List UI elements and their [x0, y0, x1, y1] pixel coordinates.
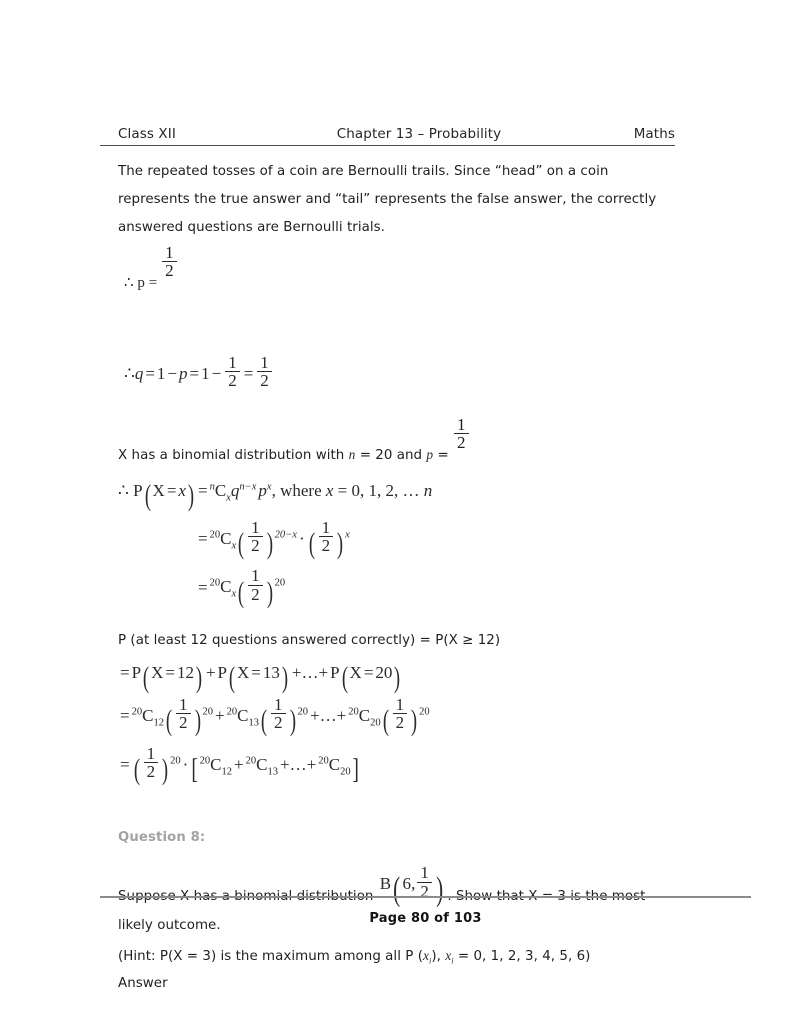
q-eq-therefore: ∴ — [124, 364, 135, 384]
sum2-C-sub-1: 12 — [153, 717, 164, 729]
fraction-denominator: 2 — [257, 371, 272, 389]
q-eq-equals-1: = — [145, 364, 155, 384]
sum1-P-3: P — [330, 663, 340, 683]
pmf-equals-1: = — [166, 480, 177, 500]
q-eq-one-b: 1 — [201, 364, 210, 384]
sum1-value-2: 13 — [262, 663, 280, 683]
step2-pre-superscript: 20 — [209, 577, 221, 589]
q-eq-fraction-2 — [257, 354, 272, 390]
sum3-dot: · — [182, 754, 189, 774]
step2-exponent: 20 — [274, 577, 286, 589]
q-eq-minus-b: − — [211, 364, 222, 384]
sum3-pre-2: 20 — [245, 755, 257, 767]
step1-fraction-1 — [248, 519, 263, 555]
header-subject-label: Maths — [633, 126, 675, 142]
sum1-X-1: X — [151, 663, 164, 683]
p-value-line — [118, 243, 678, 298]
header-divider-rule — [100, 145, 675, 146]
sum2-C-1: C — [142, 706, 154, 726]
hint-x-symbol-1: x — [422, 947, 429, 963]
sum1-eq-1: = — [165, 663, 175, 683]
sum2-pre-3: 20 — [348, 706, 359, 718]
sum2-equals: = — [120, 706, 130, 726]
binomial-p-fraction — [454, 416, 469, 451]
hint-x-symbol-2: x — [445, 947, 452, 963]
sum-expansion-line-3: = ( $\frac{1}{2}$ ) $^{20} \cdot [^{20}C_{12} + ^{20}C_{13}$ +…+ $^{20}C_{20}$] — [120, 743, 359, 786]
binomial-sentence-part2: = 20 and — [355, 447, 427, 463]
sum2-C-3: C — [358, 706, 371, 726]
step1-exponent-1: 20−x — [274, 529, 297, 541]
binom-B: B — [379, 874, 392, 894]
q-eq-equals-3: = — [243, 364, 254, 384]
header-class-label: Class XII — [118, 126, 176, 142]
sum1-value-1: 12 — [176, 663, 194, 683]
step2-C-subscript: x — [231, 588, 237, 600]
sum2-exponent-2: 20 — [297, 706, 309, 718]
pmf-n-symbol: n — [423, 480, 433, 500]
sum3-plus-1: + — [234, 754, 244, 774]
step1-equals: = — [198, 528, 208, 548]
fraction-numerator: 1 — [165, 243, 174, 262]
fraction-numerator: 1 — [274, 695, 283, 715]
sum3-C-1: C — [210, 754, 222, 774]
pmf-step-2: = $^{20}C_x$( $\frac{1}{2}$ ) $^{20}$ — [198, 566, 286, 609]
sum2-fraction-1 — [176, 696, 191, 732]
binomial-p-symbol: p — [426, 446, 434, 462]
q-eq-minus-a: − — [167, 364, 178, 384]
sum-expansion-line-1: = P( X = 12) + P( X = 13) +…+ P( X = 20) — [120, 661, 401, 695]
pmf-C: C — [214, 480, 227, 500]
binom-fraction — [417, 864, 432, 900]
sum2-C-2: C — [237, 706, 249, 726]
q-equation — [118, 354, 678, 390]
q-eq-fraction-1 — [225, 354, 240, 390]
at-least-12-line: P (at least 12 questions answered correctly) = P(X ≥ 12) — [118, 633, 501, 649]
hint-x-subscript-2: i — [451, 956, 454, 966]
q-eq-p: p — [179, 364, 188, 384]
sum1-eq-3: = — [363, 663, 374, 683]
fraction-numerator: 1 — [457, 414, 466, 434]
pmf-definition-line: ∴ P( $X = x) = ^nC_xq^{n-x}$ $p^x$, where x = 0, 1, 2, … n — [118, 478, 433, 512]
fraction-denominator: 2 — [162, 261, 177, 279]
step1-pre-superscript: 20 — [209, 529, 221, 541]
step1-C: C — [220, 528, 232, 548]
header-row — [100, 126, 675, 145]
fraction-numerator: 1 — [420, 863, 429, 883]
sum2-exponent-3: 20 — [419, 706, 430, 718]
q-eq-one-a: 1 — [156, 364, 166, 384]
pmf-P: P — [133, 480, 143, 500]
fraction-numerator: 1 — [395, 695, 405, 715]
sum3-plus-2: +…+ — [280, 754, 317, 774]
pmf-p: p — [258, 480, 267, 500]
sum3-C-3: C — [328, 754, 341, 774]
step1-dot: · — [298, 528, 305, 548]
sum1-X-2: X — [237, 663, 250, 683]
fraction-numerator: 1 — [179, 695, 188, 715]
sum2-fraction-2 — [271, 696, 286, 732]
fraction-denominator: 2 — [144, 762, 159, 780]
q-eq-equals-2: = — [189, 364, 200, 384]
pmf-x-range-symbol: x — [325, 480, 334, 500]
binomial-distribution-sentence — [118, 414, 678, 470]
fraction-numerator: 1 — [251, 566, 260, 586]
p-value-fraction — [162, 244, 177, 279]
pmf-equals-2: = — [197, 480, 208, 500]
fraction-denominator: 2 — [393, 713, 408, 731]
fraction-denominator: 2 — [248, 585, 263, 603]
fraction-numerator: 1 — [228, 353, 237, 373]
fraction-numerator: 1 — [260, 353, 269, 373]
sum2-pre-2: 20 — [226, 706, 238, 718]
step1-fraction-2 — [319, 519, 334, 555]
answer-label: Answer — [118, 975, 168, 991]
fraction-denominator: 2 — [271, 713, 286, 731]
fraction-denominator: 2 — [319, 536, 334, 554]
step2-C: C — [220, 577, 232, 597]
step1-exponent-2: x — [345, 529, 350, 541]
sum1-equals: = — [120, 663, 130, 683]
sum2-plus-2: +…+ — [310, 706, 347, 726]
binom-n-value: 6, — [402, 874, 416, 894]
header-chapter-title: Chapter 13 – Probability — [336, 126, 502, 142]
pmf-q: q — [230, 480, 240, 500]
sum1-plus-2: +…+ — [291, 663, 329, 683]
fraction-denominator: 2 — [225, 371, 240, 389]
pmf-step-1: = $^{20}C_x$( $\frac{1}{2}$ ) $^{20-x}$ · ( $\frac{1}{2}$ ) $^x$ — [198, 517, 350, 560]
sum1-X-3: X — [349, 663, 362, 683]
pmf-C-subscript: x — [226, 492, 231, 504]
sum1-plus-1: + — [205, 663, 216, 683]
binomial-sentence-part1: X has a binomial distribution with — [118, 447, 349, 463]
step2-fraction — [248, 567, 263, 603]
step2-equals: = — [198, 577, 208, 597]
intro-paragraph: The repeated tosses of a coin are Bernoulli trails. Since “head” on a coin represents the true answer and “tail” represents the false answer, the correctly answered questions are Bernoulli trials. — [118, 164, 657, 235]
fraction-numerator: 1 — [146, 743, 156, 763]
sum2-C-sub-3: 20 — [370, 717, 381, 729]
question-text-part2: . Show that X = 3 is the most likely outcome. — [118, 889, 646, 933]
pmf-q-exponent: n−x — [239, 481, 257, 493]
sum1-value-3: 20 — [375, 663, 393, 683]
sum3-C-sub-2: 13 — [267, 766, 279, 778]
pmf-where-text: , where — [271, 480, 326, 500]
sum3-C-sub-1: 12 — [221, 766, 233, 778]
fraction-denominator: 2 — [248, 536, 263, 554]
step1-C-subscript: x — [231, 540, 237, 552]
hint-part2: ), — [431, 948, 446, 964]
pmf-X: X — [152, 480, 165, 500]
q-eq-q: q — [134, 364, 144, 384]
pmf-p-exponent: x — [266, 481, 272, 493]
sum3-fraction — [144, 745, 159, 781]
hint-x-subscript-1: i — [428, 956, 432, 966]
pmf-therefore: ∴ — [118, 480, 129, 500]
sum3-C-2: C — [256, 754, 268, 774]
binomial-notation: B( 6, $\frac{1}{2}$ ) — [379, 863, 444, 908]
binomial-n-symbol: n — [348, 446, 356, 462]
sum3-pre-1: 20 — [199, 755, 211, 767]
page-header — [100, 126, 675, 146]
sum3-C-sub-3: 20 — [340, 766, 351, 778]
pmf-n-superscript: n — [209, 481, 215, 493]
sum3-exponent: 20 — [170, 755, 181, 767]
page-footer — [100, 896, 751, 926]
fraction-numerator: 1 — [251, 517, 260, 537]
sum2-pre-1: 20 — [131, 706, 143, 718]
hint-part1: (Hint: P(X = 3) is the maximum among all P ( — [118, 948, 423, 964]
question-hint — [118, 942, 678, 970]
sum2-exponent-1: 20 — [202, 706, 214, 718]
sum2-C-sub-2: 13 — [248, 717, 260, 729]
question-heading: Question 8: — [118, 830, 206, 846]
sum-expansion-line-2: = $^{20}C_{12}$( $\frac{1}{2}$ ) $^{20} + ^{20}C_{13}$( $\frac{1}{2}$ ) $^{20}$ +…+ $^{20}C_{20}$( $\frac{1}{2}$ ) $^{20}$ — [120, 695, 430, 738]
fraction-denominator: 2 — [176, 713, 191, 731]
p-value-prefix: ∴ p = — [124, 275, 162, 292]
question-text-part1: Suppose X has a binomial distribution — [118, 889, 378, 905]
sum1-eq-2: = — [251, 663, 261, 683]
sum2-fraction-3 — [393, 696, 408, 732]
pmf-x-range-values: = 0, 1, 2, … — [337, 480, 424, 500]
sum3-pre-3: 20 — [318, 755, 329, 767]
sum1-P-1: P — [131, 663, 142, 683]
sum1-P-2: P — [217, 663, 227, 683]
hint-part3: = 0, 1, 2, 3, 4, 5, 6) — [453, 948, 591, 964]
page-content — [118, 158, 678, 997]
binomial-sentence-part3: = — [433, 447, 454, 463]
sum3-equals: = — [120, 754, 130, 774]
fraction-denominator: 2 — [417, 882, 432, 900]
fraction-numerator: 1 — [321, 517, 331, 537]
fraction-denominator: 2 — [454, 433, 469, 451]
page-number-label: Page 80 of 103 — [369, 911, 482, 926]
pmf-x: x — [178, 480, 186, 500]
sum2-plus-1: + — [215, 706, 225, 726]
